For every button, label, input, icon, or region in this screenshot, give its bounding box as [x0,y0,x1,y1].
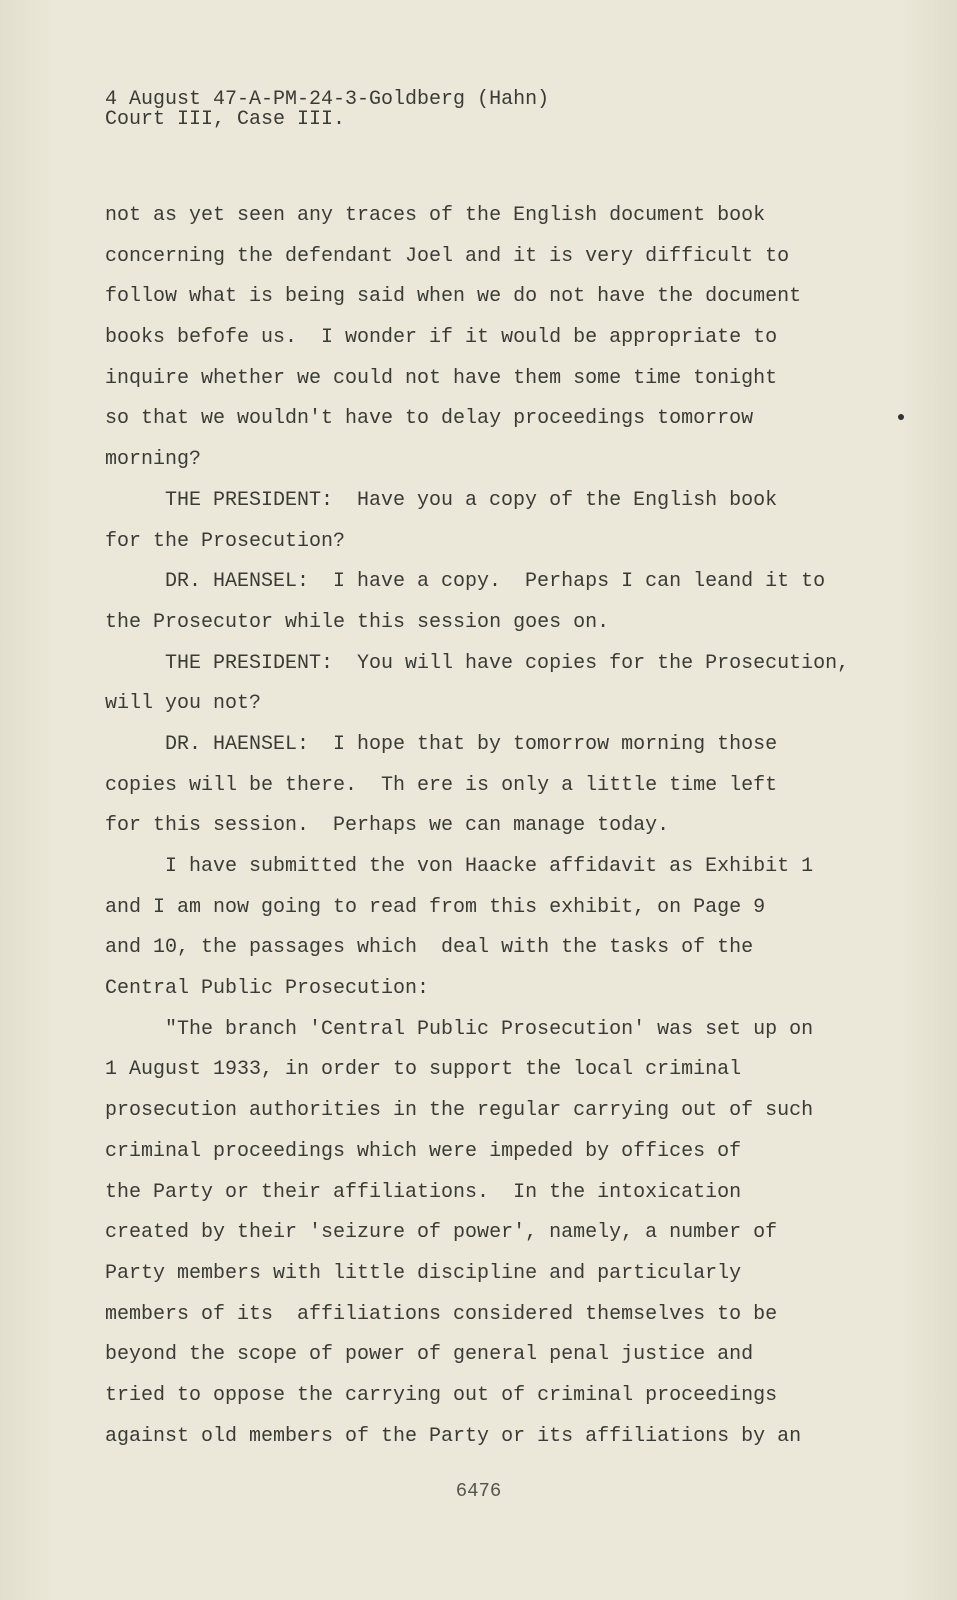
transcript-line: concerning the defendant Joel and it is very difficult to [105,244,790,268]
transcript-line: inquire whether we could not have them some time tonight [105,366,778,390]
transcript-line: and I am now going to read from this exhibit, on Page 9 [105,895,766,919]
transcript-line: Party members with little discipline and particularly [105,1261,742,1285]
transcript-line: tried to oppose the carrying out of criminal proceedings [105,1383,778,1407]
transcript-line: not as yet seen any traces of the English document book [105,204,766,227]
transcript-line: copies will be there. Th ere is only a little time left [105,773,778,797]
transcript-line: 1 August 1933, in order to support the local criminal [105,1058,742,1082]
transcript-line: criminal proceedings which were impeded by offices of [105,1139,742,1163]
header-reference: 4 August 47-A-PM-24-3-Goldberg (Hahn) [105,88,550,111]
transcript-line: the Party or their affiliations. In the intoxication [105,1180,742,1204]
transcript-line: DR. HAENSEL: I have a copy. Perhaps I can leand it to [165,570,826,594]
transcript-line: will you not? [105,692,262,716]
transcript-line: so that we wouldn't have to delay proceedings tomorrow [105,407,754,431]
transcript-line: I have submitted the von Haacke affidavit as Exhibit 1 [165,855,814,878]
transcript-line: DR. HAENSEL: I hope that by tomorrow morning those [165,732,778,756]
transcript-line: morning? [105,448,202,472]
transcript-line: Central Public Prosecution: [105,977,430,1001]
transcript-line: for the Prosecution? [105,529,346,553]
transcript-line: beyond the scope of power of general penal justice and [105,1343,754,1367]
transcript-line: created by their 'seizure of power', namely, a number of [105,1221,778,1245]
transcript-line: THE PRESIDENT: Have you a copy of the English book [165,488,778,512]
header-court-case: Court III, Case III. [105,108,346,131]
transcript-line: members of its affiliations considered themselves to be [105,1302,778,1326]
transcript-line: THE PRESIDENT: You will have copies for the Prosecution, [165,651,850,675]
transcript-line: prosecution authorities in the regular carrying out of such [105,1099,814,1123]
transcript-line: follow what is being said when we do not have the document [105,285,802,309]
transcript-line: books befofe us. I wonder if it would be appropriate to [105,326,778,350]
transcript-line: the Prosecutor while this session goes on. [105,610,610,634]
transcript-line: against old members of the Party or its affiliations by an [105,1424,802,1448]
transcript-line: "The branch 'Central Public Prosecution' was set up on [165,1017,814,1041]
document-header [105,90,549,130]
ink-mark [898,414,904,420]
transcript-line: for this session. Perhaps we can manage today. [105,814,670,838]
page-number: 6476 [455,1480,502,1502]
transcript-body [105,202,849,1463]
transcript-line: and 10, the passages which deal with the tasks of the [105,936,754,960]
